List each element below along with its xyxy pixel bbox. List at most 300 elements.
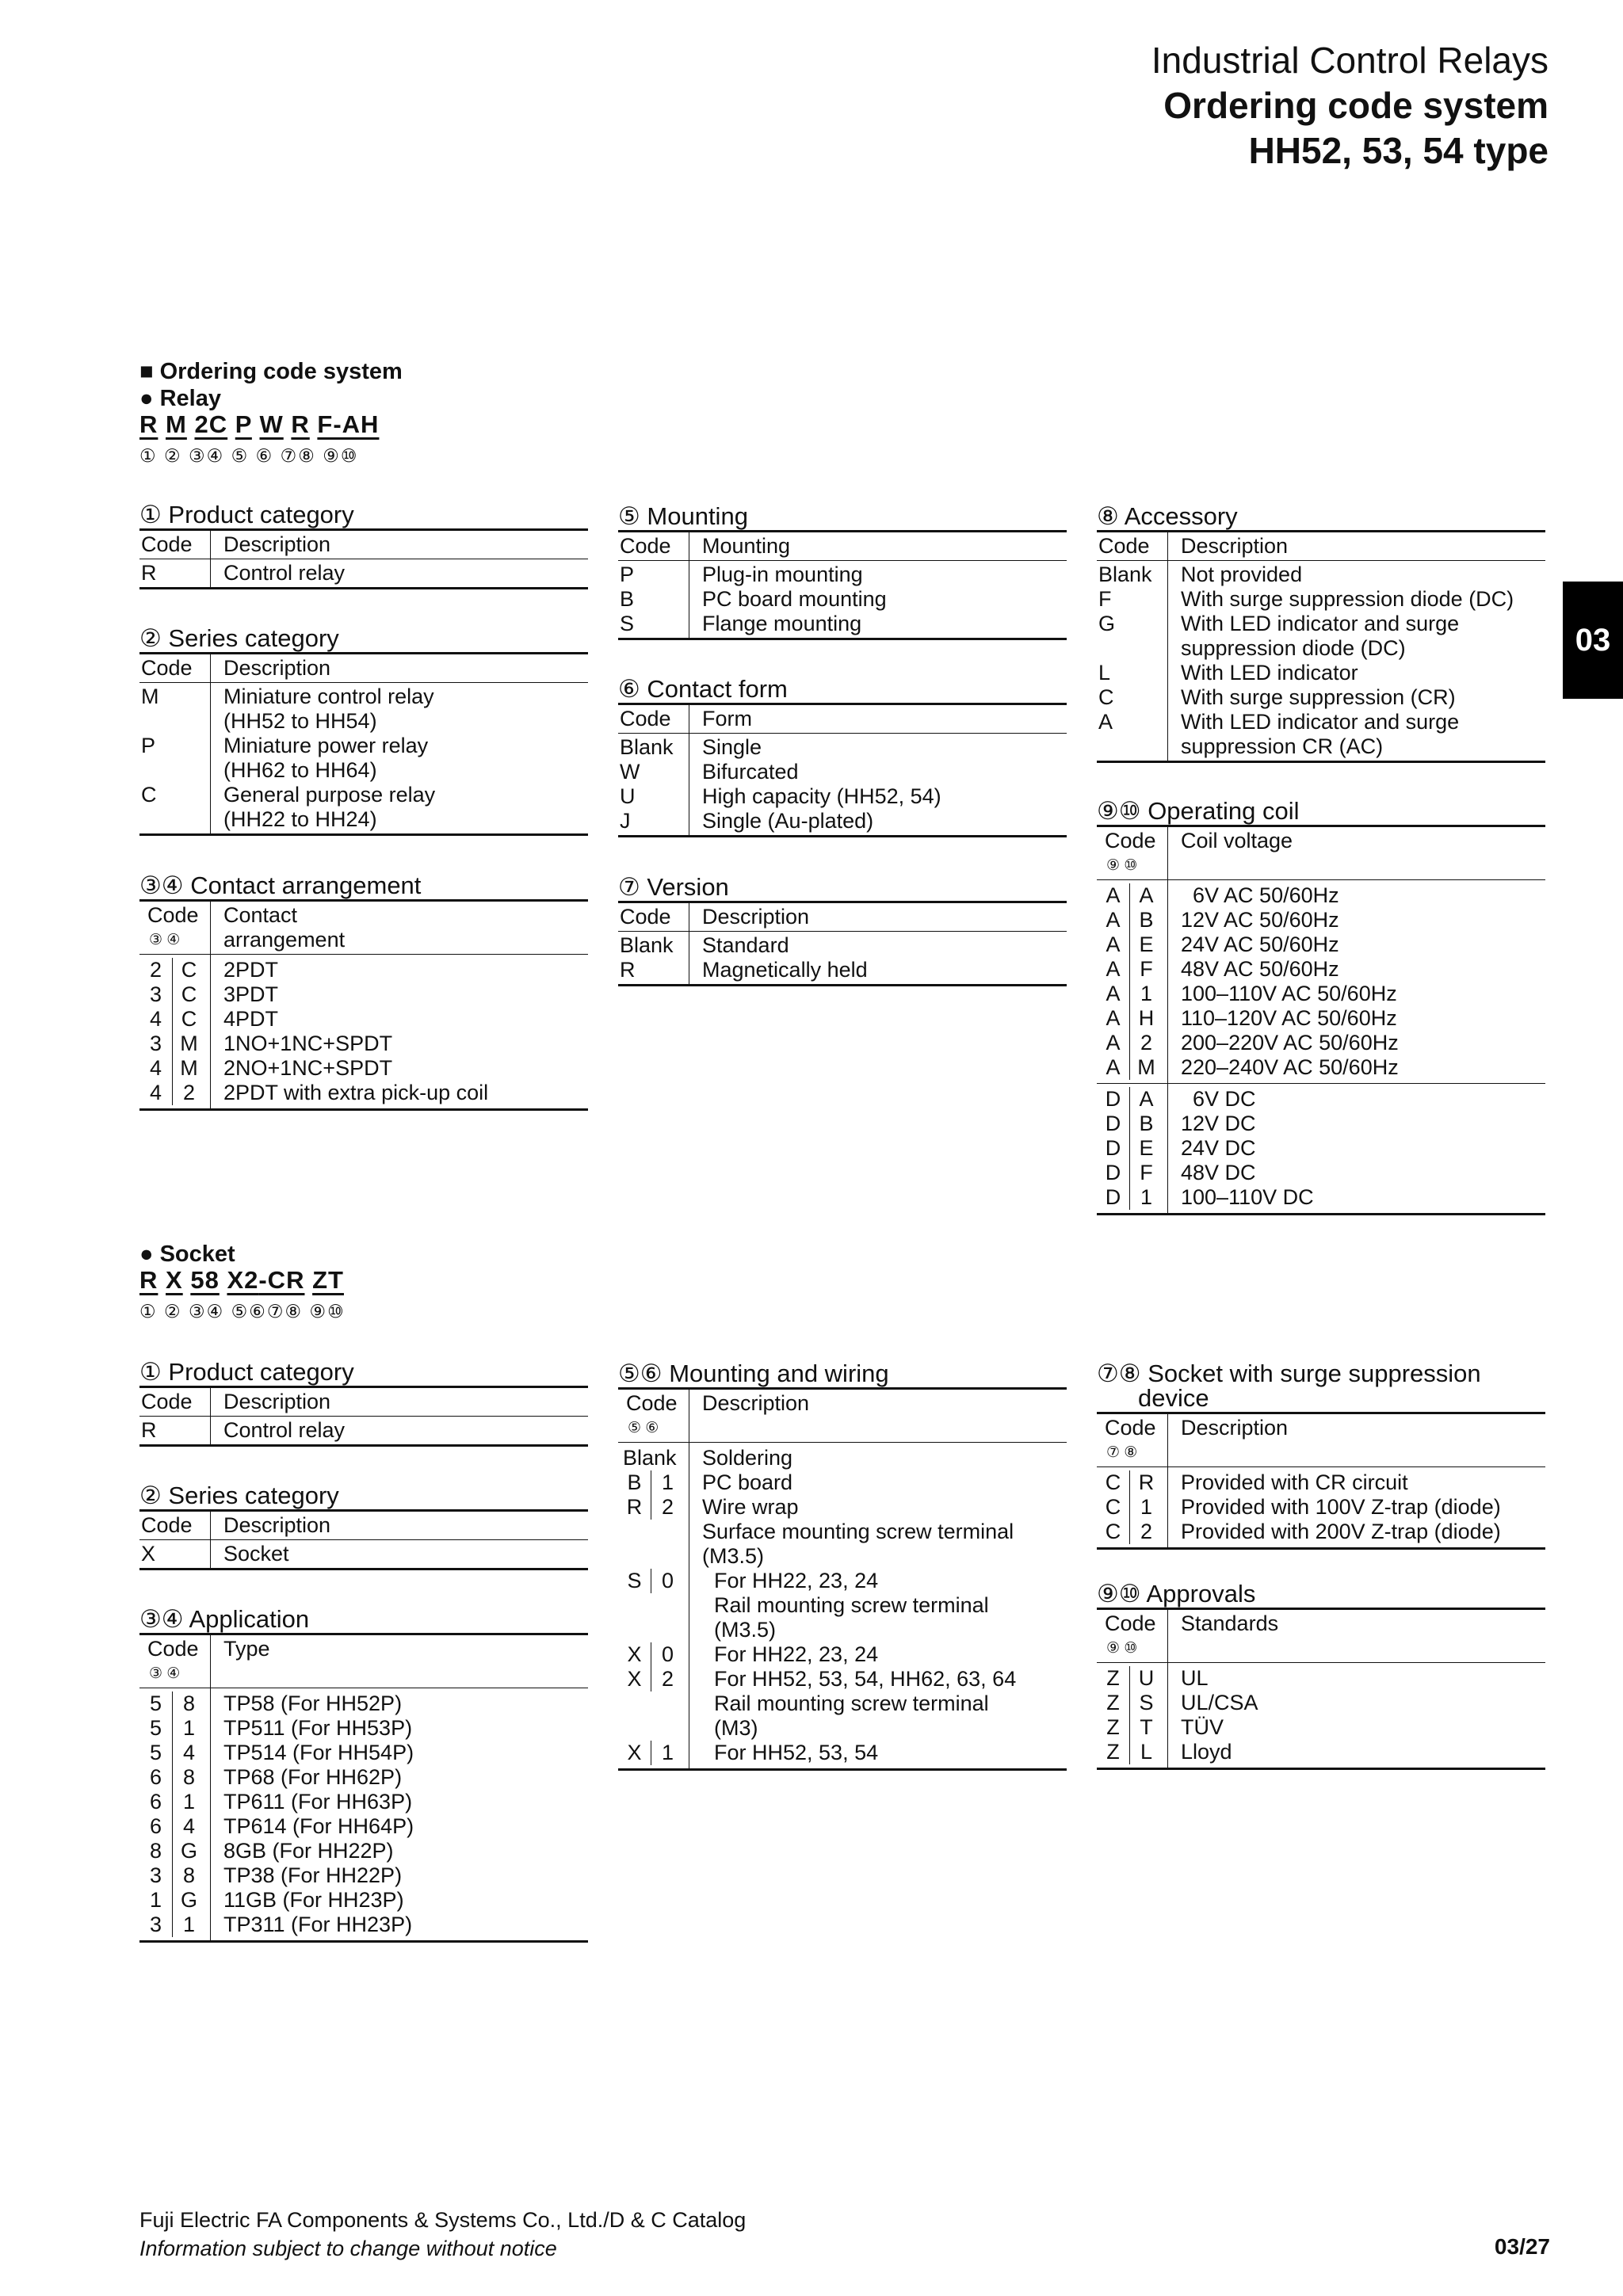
code-pair bbox=[1097, 1691, 1167, 1715]
code-value: W bbox=[620, 760, 640, 784]
code-pair bbox=[618, 1593, 689, 1618]
description-value: 200–220V AC 50/60Hz bbox=[1181, 1031, 1399, 1055]
header-code: Code bbox=[618, 532, 689, 560]
chapter-tab: 03 bbox=[1563, 582, 1623, 699]
description-value: Miniature power relay bbox=[223, 734, 429, 757]
socket-code-part: -CR bbox=[258, 1266, 305, 1294]
code-pair bbox=[618, 1716, 689, 1741]
description-value: Flange mounting bbox=[702, 612, 862, 635]
code-digit-1: A bbox=[1097, 982, 1130, 1006]
code-digit-1: 4 bbox=[139, 1007, 173, 1032]
description-cell bbox=[1168, 1084, 1545, 1213]
footer bbox=[139, 2206, 746, 2263]
header-description bbox=[1168, 827, 1545, 879]
description-value: Soldering bbox=[702, 1446, 793, 1470]
table-title bbox=[618, 1361, 1067, 1390]
header-description: Description bbox=[1181, 534, 1289, 558]
header-code-positions: ③ ④ bbox=[149, 932, 181, 948]
code-digit-1: D bbox=[1097, 1136, 1130, 1161]
header-code: Code bbox=[139, 531, 211, 559]
code-pair bbox=[139, 1691, 210, 1716]
code-digit-1: A bbox=[1097, 933, 1130, 957]
code-pair bbox=[1097, 908, 1167, 933]
header-code-positions: ③ ④ bbox=[149, 1665, 181, 1682]
header-code: Code bbox=[618, 705, 689, 733]
relay-mounting-table bbox=[618, 504, 1067, 640]
table-header bbox=[139, 1512, 588, 1540]
code-pair bbox=[139, 1913, 210, 1937]
header-description: Description bbox=[223, 1513, 331, 1537]
socket-code-part: ZT bbox=[312, 1266, 344, 1294]
code-value: Blank bbox=[620, 933, 674, 957]
code-cell bbox=[139, 1417, 211, 1444]
description-value: For HH52, 53, 54, HH62, 63, 64 bbox=[702, 1667, 1017, 1691]
relay-version-table bbox=[618, 875, 1067, 986]
socket-code-part: X2 bbox=[227, 1266, 259, 1294]
header-code bbox=[618, 1390, 689, 1442]
table-row bbox=[139, 1417, 588, 1444]
relay-code-part: F-AH bbox=[317, 410, 380, 438]
relay-accessory-table bbox=[1097, 504, 1545, 763]
socket-surge-suppression-table bbox=[1097, 1361, 1545, 1550]
table-title-line: ⑤ Mounting bbox=[618, 502, 748, 530]
code-digit-2: F bbox=[1140, 1161, 1153, 1184]
code-value: J bbox=[620, 809, 631, 833]
code-digit-1: A bbox=[1097, 883, 1130, 908]
table-row bbox=[618, 932, 1067, 984]
table-body bbox=[618, 734, 1067, 837]
code-pair bbox=[1097, 1112, 1167, 1136]
code-digit-1: D bbox=[1097, 1185, 1130, 1210]
table-row bbox=[618, 734, 1067, 835]
table-header bbox=[1097, 1610, 1545, 1663]
code-cell bbox=[139, 955, 211, 1108]
code-pair bbox=[1097, 982, 1167, 1006]
code-digit-2: 1 bbox=[182, 1790, 196, 1814]
code-digit-1: Z bbox=[1097, 1666, 1130, 1691]
code-cell bbox=[1097, 1663, 1168, 1768]
description-cell bbox=[1168, 561, 1545, 761]
table-title-line: ③④ Application bbox=[139, 1605, 310, 1633]
table-body bbox=[139, 1540, 588, 1570]
code-digit-1: 8 bbox=[139, 1839, 173, 1863]
code-digit-2: 2 bbox=[1140, 1520, 1153, 1543]
code-digit-1: R bbox=[618, 1495, 651, 1520]
header-code-positions: ⑤ ⑥ bbox=[628, 1420, 659, 1436]
description-cell bbox=[1168, 1663, 1545, 1768]
code-digit-2: U bbox=[1138, 1666, 1155, 1690]
code-digit-2: 4 bbox=[182, 1741, 196, 1764]
table-body bbox=[139, 683, 588, 836]
description-value: 24V DC bbox=[1181, 1136, 1256, 1160]
code-digit-2: 1 bbox=[661, 1470, 674, 1494]
description-value: 220–240V AC 50/60Hz bbox=[1181, 1055, 1399, 1079]
code-digit-2: 1 bbox=[661, 1741, 674, 1764]
description-cell bbox=[211, 559, 588, 587]
table-body bbox=[618, 932, 1067, 986]
description-value: Provided with 100V Z-trap (diode) bbox=[1181, 1495, 1501, 1519]
description-value: Rail mounting screw terminal bbox=[702, 1593, 989, 1617]
code-digit-2: 1 bbox=[1140, 982, 1153, 1005]
code-digit-1: A bbox=[1097, 1006, 1130, 1031]
socket-series-category-table bbox=[139, 1483, 588, 1570]
header-description bbox=[689, 1390, 1067, 1442]
description-value: 4PDT bbox=[223, 1007, 279, 1031]
code-digit-2: 2 bbox=[182, 1081, 196, 1104]
table-title-line: device bbox=[1138, 1384, 1209, 1412]
header-code-label: Code bbox=[626, 1391, 678, 1415]
code-digit-2: 2 bbox=[661, 1495, 674, 1519]
description-value: With surge suppression diode (DC) bbox=[1181, 587, 1514, 611]
code-digit-2 bbox=[651, 1691, 683, 1716]
table-header bbox=[139, 1635, 588, 1688]
code-digit-1: 4 bbox=[139, 1056, 173, 1081]
table-title bbox=[139, 502, 588, 531]
table-body bbox=[1097, 1467, 1545, 1550]
header-description-line: Description bbox=[702, 1391, 810, 1415]
header-description: Description bbox=[223, 656, 331, 680]
description-cell bbox=[211, 955, 588, 1108]
description-value: Rail mounting screw terminal bbox=[702, 1691, 989, 1715]
description-value: 48V AC 50/60Hz bbox=[1181, 957, 1339, 981]
description-value: 11GB (For HH23P) bbox=[223, 1888, 404, 1912]
table-header bbox=[1097, 827, 1545, 880]
socket-code-numbers: ① ② ③④ ⑤⑥⑦⑧ ⑨⑩ bbox=[139, 1301, 346, 1322]
header-description bbox=[211, 902, 588, 954]
table-title bbox=[1097, 1361, 1545, 1414]
code-pair bbox=[1097, 1055, 1167, 1080]
code-digit-2: H bbox=[1138, 1006, 1155, 1030]
description-value: With LED indicator bbox=[1181, 661, 1358, 685]
code-digit-1: 5 bbox=[139, 1716, 173, 1741]
table-header bbox=[618, 903, 1067, 932]
table-header bbox=[1097, 1414, 1545, 1467]
code-digit-1: 3 bbox=[139, 1863, 173, 1888]
description-value: Plug-in mounting bbox=[702, 563, 863, 586]
description-value: PC board mounting bbox=[702, 587, 887, 611]
relay-code-part: R bbox=[139, 410, 158, 438]
table-row-group bbox=[1097, 1663, 1545, 1768]
description-value: TÜV bbox=[1181, 1715, 1224, 1739]
header-description: Description bbox=[223, 532, 331, 556]
socket-mounting-wiring-table bbox=[618, 1361, 1067, 1771]
description-value: TP58 (For HH52P) bbox=[223, 1691, 403, 1715]
table-title bbox=[139, 626, 588, 654]
socket-code-part: 58 bbox=[190, 1266, 220, 1294]
relay-code-part: P bbox=[235, 410, 252, 438]
code-digit-1: 6 bbox=[139, 1765, 173, 1790]
code-digit-1: 5 bbox=[139, 1691, 173, 1716]
code-cell bbox=[139, 559, 211, 587]
code-pair bbox=[1097, 1740, 1167, 1764]
code-digit-1: C bbox=[1097, 1495, 1130, 1520]
header-code: Code bbox=[139, 1512, 211, 1539]
code-value: Blank bbox=[623, 1446, 677, 1470]
description-value: Bifurcated bbox=[702, 760, 799, 784]
code-digit-1: C bbox=[1097, 1470, 1130, 1495]
header-code-label: Code bbox=[1105, 829, 1156, 852]
header-description: Description bbox=[702, 905, 810, 929]
code-digit-1: C bbox=[1097, 1520, 1130, 1544]
description-value: 3PDT bbox=[223, 982, 279, 1006]
code-value: M bbox=[141, 685, 159, 708]
description-value: 6V DC bbox=[1181, 1087, 1256, 1111]
description-value: 100–110V AC 50/60Hz bbox=[1181, 982, 1397, 1005]
description-value: TP311 (For HH23P) bbox=[223, 1913, 413, 1936]
code-digit-2 bbox=[651, 1618, 683, 1642]
code-pair bbox=[139, 1814, 210, 1839]
code-digit-2: E bbox=[1139, 933, 1154, 956]
code-digit-2: E bbox=[1139, 1136, 1154, 1160]
code-value: L bbox=[1098, 661, 1111, 685]
code-digit-1: X bbox=[618, 1642, 651, 1667]
socket-approvals-table bbox=[1097, 1581, 1545, 1770]
table-row-group bbox=[1097, 1467, 1545, 1547]
description-value: With surge suppression (CR) bbox=[1181, 685, 1456, 709]
code-pair bbox=[618, 1691, 689, 1716]
table-row-group bbox=[1097, 880, 1545, 1083]
description-value: (M3.5) bbox=[702, 1618, 777, 1642]
code-cell bbox=[618, 932, 689, 984]
description-value: TP38 (For HH22P) bbox=[223, 1863, 403, 1887]
header-description bbox=[1168, 1610, 1545, 1662]
code-digit-1: 3 bbox=[139, 982, 173, 1007]
code-digit-1: A bbox=[1097, 957, 1130, 982]
table-header bbox=[618, 532, 1067, 561]
description-value: Standard bbox=[702, 933, 789, 957]
description-value: Magnetically held bbox=[702, 958, 868, 982]
code-pair bbox=[1097, 1470, 1167, 1495]
code-digit-2: 4 bbox=[182, 1814, 196, 1838]
code-pair bbox=[139, 1081, 210, 1105]
code-digit-2: A bbox=[1139, 1087, 1154, 1111]
relay-ordering-code bbox=[139, 410, 379, 439]
code-value: X bbox=[141, 1542, 156, 1566]
code-value bbox=[141, 709, 210, 734]
code-digit-1: 2 bbox=[139, 958, 173, 982]
description-value: Not provided bbox=[1181, 563, 1303, 586]
description-cell bbox=[689, 1443, 1067, 1768]
table-title-line: ⑧ Accessory bbox=[1097, 502, 1238, 530]
description-value: With LED indicator and surge bbox=[1181, 710, 1460, 734]
table-title bbox=[139, 1483, 588, 1512]
footer-notice: Information subject to change without notice bbox=[139, 2237, 557, 2260]
page-header bbox=[1151, 38, 1549, 174]
header-description bbox=[1168, 1414, 1545, 1466]
code-cell bbox=[618, 734, 689, 835]
table-row bbox=[139, 559, 588, 587]
code-digit-2: 8 bbox=[182, 1863, 196, 1887]
code-digit-1 bbox=[618, 1520, 651, 1544]
header-description-line: Type bbox=[223, 1637, 270, 1661]
table-title bbox=[1097, 799, 1545, 827]
table-body bbox=[139, 955, 588, 1111]
description-value: Surface mounting screw terminal bbox=[702, 1520, 1014, 1543]
relay-product-category-table bbox=[139, 502, 588, 589]
code-digit-1: Z bbox=[1097, 1740, 1130, 1764]
table-title bbox=[618, 875, 1067, 903]
table-title bbox=[139, 1360, 588, 1388]
table-title-line: ⑥ Contact form bbox=[618, 675, 788, 703]
header-code-positions: ⑨ ⑩ bbox=[1106, 1640, 1138, 1657]
description-value: High capacity (HH52, 54) bbox=[702, 784, 941, 808]
code-digit-1: Z bbox=[1097, 1691, 1130, 1715]
table-header bbox=[1097, 532, 1545, 561]
table-header bbox=[618, 1390, 1067, 1443]
code-digit-2: 8 bbox=[182, 1691, 196, 1715]
header-type: HH52, 53, 54 type bbox=[1248, 130, 1549, 171]
description-value: Control relay bbox=[223, 1418, 346, 1442]
description-value: TP611 (For HH63P) bbox=[223, 1790, 413, 1814]
code-digit-2: 1 bbox=[182, 1913, 196, 1936]
code-pair bbox=[139, 1839, 210, 1863]
footer-company: Fuji Electric FA Components & Systems Co., Ltd./D & C Catalog bbox=[139, 2208, 747, 2232]
description-cell bbox=[211, 683, 588, 833]
description-value: General purpose relay bbox=[223, 783, 436, 807]
description-value: TP614 (For HH64P) bbox=[223, 1814, 414, 1838]
header-description: Form bbox=[702, 707, 752, 730]
header-code bbox=[1097, 827, 1168, 879]
description-value: 2PDT bbox=[223, 958, 279, 982]
socket-code-part: X bbox=[166, 1266, 183, 1294]
table-row-group bbox=[1097, 1083, 1545, 1213]
header-description: Description bbox=[223, 1390, 331, 1413]
code-pair bbox=[1097, 933, 1167, 957]
description-value: TP68 (For HH62P) bbox=[223, 1765, 403, 1789]
code-digit-2: 8 bbox=[182, 1765, 196, 1789]
code-cell bbox=[618, 1443, 689, 1768]
code-digit-2: 1 bbox=[1140, 1185, 1153, 1209]
description-value: (HH62 to HH64) bbox=[223, 758, 377, 782]
code-pair bbox=[1097, 1006, 1167, 1031]
code-digit-2: A bbox=[1139, 883, 1154, 907]
description-cell bbox=[211, 1540, 588, 1568]
code-pair bbox=[139, 1741, 210, 1765]
relay-code-part: R bbox=[291, 410, 310, 438]
table-body bbox=[1097, 561, 1545, 763]
code-pair bbox=[139, 1056, 210, 1081]
code-digit-2 bbox=[651, 1544, 683, 1569]
header-code-label: Code bbox=[147, 903, 199, 927]
code-pair bbox=[1097, 1161, 1167, 1185]
table-row-group bbox=[139, 955, 588, 1108]
code-digit-2: S bbox=[1139, 1691, 1154, 1714]
table-row bbox=[1097, 561, 1545, 761]
description-value: 48V DC bbox=[1181, 1161, 1256, 1184]
relay-code-part: W bbox=[259, 410, 284, 438]
description-value: Control relay bbox=[223, 561, 346, 585]
table-title bbox=[139, 1607, 588, 1635]
description-value: 12V DC bbox=[1181, 1112, 1256, 1135]
code-pair bbox=[1097, 1031, 1167, 1055]
code-digit-1: D bbox=[1097, 1087, 1130, 1112]
socket-product-category-table bbox=[139, 1360, 588, 1447]
description-value: With LED indicator and surge bbox=[1181, 612, 1460, 635]
header-title: Ordering code system bbox=[1163, 85, 1549, 126]
code-digit-2: 0 bbox=[661, 1569, 674, 1592]
code-pair bbox=[1097, 1136, 1167, 1161]
description-value: 6V AC 50/60Hz bbox=[1181, 883, 1339, 907]
description-value: Provided with 200V Z-trap (diode) bbox=[1181, 1520, 1501, 1543]
relay-operating-coil-table bbox=[1097, 799, 1545, 1215]
code-digit-2 bbox=[651, 1520, 683, 1544]
description-cell bbox=[211, 1688, 588, 1940]
code-digit-1 bbox=[618, 1691, 651, 1716]
code-pair bbox=[1097, 883, 1167, 908]
table-title-line: ③④ Contact arrangement bbox=[139, 871, 422, 899]
code-digit-1: A bbox=[1097, 908, 1130, 933]
description-value: 110–120V AC 50/60Hz bbox=[1181, 1006, 1397, 1030]
description-value: 24V AC 50/60Hz bbox=[1181, 933, 1339, 956]
relay-code-numbers: ① ② ③④ ⑤ ⑥ ⑦⑧ ⑨⑩ bbox=[139, 445, 359, 466]
code-digit-2: 2 bbox=[661, 1667, 674, 1691]
code-pair bbox=[139, 958, 210, 982]
code-pair bbox=[1097, 1087, 1167, 1112]
code-value: A bbox=[1098, 710, 1113, 734]
table-title-line: ① Product category bbox=[139, 1358, 354, 1386]
description-value: (HH22 to HH24) bbox=[223, 807, 377, 831]
code-pair bbox=[618, 1667, 689, 1691]
header-category: Industrial Control Relays bbox=[1151, 40, 1549, 81]
table-body bbox=[618, 1443, 1067, 1771]
code-digit-2: 2 bbox=[1140, 1031, 1153, 1055]
table-title-line: ⑨⑩ Approvals bbox=[1097, 1580, 1256, 1608]
table-title bbox=[1097, 504, 1545, 532]
header-description-line: arrangement bbox=[223, 928, 346, 952]
code-digit-1: A bbox=[1097, 1055, 1130, 1080]
code-digit-1: 3 bbox=[139, 1913, 173, 1937]
code-value: U bbox=[620, 784, 636, 808]
code-cell bbox=[618, 561, 689, 638]
code-digit-1: B bbox=[618, 1470, 651, 1495]
code-pair bbox=[618, 1544, 689, 1569]
description-value: suppression CR (AC) bbox=[1181, 734, 1384, 758]
code-digit-1: X bbox=[618, 1667, 651, 1691]
description-value: (M3) bbox=[702, 1716, 758, 1740]
description-value: (M3.5) bbox=[702, 1544, 765, 1568]
code-digit-1: 6 bbox=[139, 1790, 173, 1814]
code-digit-2: C bbox=[181, 1007, 197, 1031]
socket-subtitle: ● Socket bbox=[139, 1241, 235, 1267]
description-cell bbox=[1168, 1467, 1545, 1547]
code-cell bbox=[1097, 1084, 1168, 1213]
description-value: 1NO+1NC+SPDT bbox=[223, 1032, 393, 1055]
description-value: Wire wrap bbox=[702, 1495, 799, 1519]
header-description-line: Standards bbox=[1181, 1611, 1279, 1635]
code-digit-1: 3 bbox=[139, 1032, 173, 1056]
description-value: Socket bbox=[223, 1542, 289, 1566]
code-digit-1: D bbox=[1097, 1112, 1130, 1136]
code-pair bbox=[139, 1888, 210, 1913]
code-pair bbox=[1097, 1715, 1167, 1740]
code-pair bbox=[1097, 1666, 1167, 1691]
description-cell bbox=[689, 561, 1067, 638]
table-row bbox=[618, 561, 1067, 638]
code-digit-2: L bbox=[1140, 1740, 1153, 1764]
header-code-label: Code bbox=[147, 1637, 199, 1661]
relay-contact-arrangement-table bbox=[139, 873, 588, 1111]
table-body bbox=[1097, 880, 1545, 1215]
code-pair bbox=[1097, 1520, 1167, 1544]
code-digit-1: 6 bbox=[139, 1814, 173, 1839]
code-pair bbox=[1097, 1185, 1167, 1210]
description-value: 2NO+1NC+SPDT bbox=[223, 1056, 393, 1080]
table-body bbox=[139, 1688, 588, 1943]
code-value bbox=[141, 758, 210, 783]
code-digit-2: T bbox=[1140, 1715, 1153, 1739]
table-header bbox=[139, 902, 588, 955]
relay-subtitle: ● Relay bbox=[139, 386, 221, 411]
